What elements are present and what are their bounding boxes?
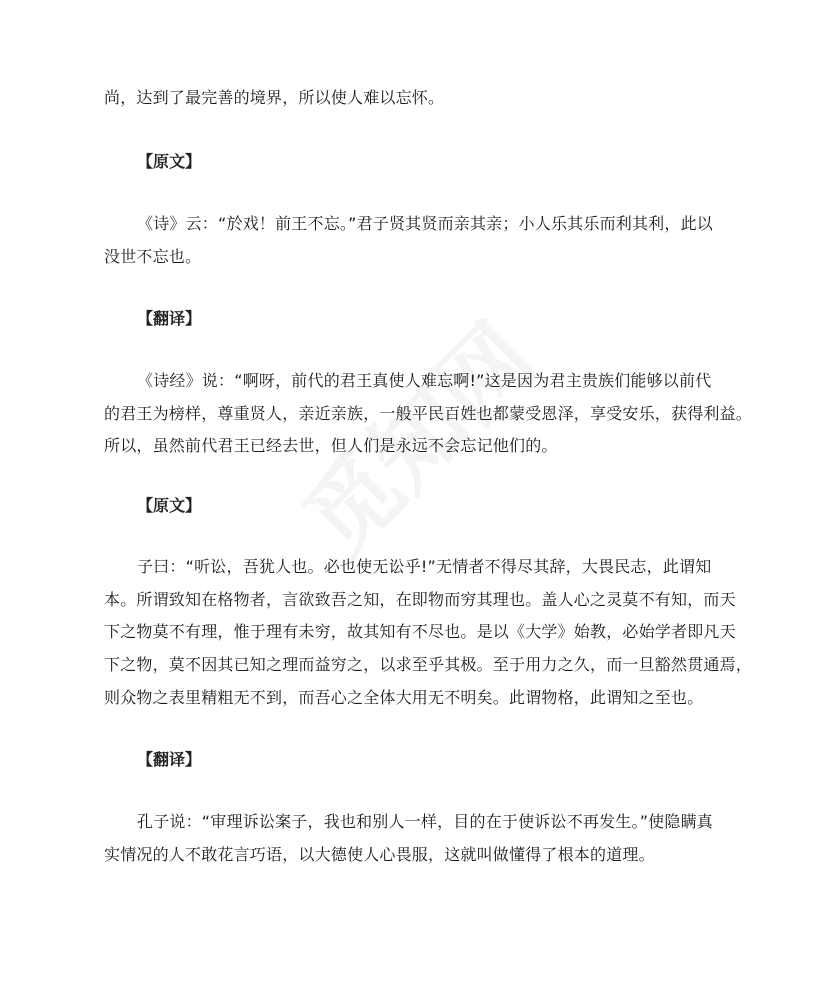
paragraph-line: 尚，达到了最完善的境界，所以使人难以忘怀。: [104, 88, 445, 107]
paragraph-line: 下之物莫不有理，惟于理有未穷，故其知有不尽也。是以《大学》始教，必始学者即凡天: [104, 622, 736, 641]
paragraph-line: 子曰：“听讼，吾犹人也。必也使无讼乎!”无情者不得尽其辞，大畏民志，此谓知: [137, 557, 712, 576]
paragraph-line: 所以，虽然前代君王已经去世，但人们是永远不会忘记他们的。: [104, 436, 558, 455]
paragraph-line: 没世不忘也。: [104, 247, 202, 266]
paragraph-line: 则众物之表里精粗无不到，而吾心之全体大用无不明矣。此谓物格，此谓知之至也。: [104, 688, 704, 707]
section-heading-translation: 【翻译】: [137, 309, 202, 328]
section-heading-original: 【原文】: [137, 152, 202, 171]
section-heading-original: 【原文】: [137, 496, 202, 515]
paragraph-line: 下之物，莫不因其已知之理而益穷之，以求至乎其极。至于用力之久，而一旦豁然贯通焉，: [104, 655, 753, 674]
paragraph-line: 《诗经》说：“啊呀，前代的君王真使人难忘啊!”这是因为君主贵族们能够以前代: [137, 371, 712, 390]
paragraph-line: 的君王为榜样，尊重贤人，亲近亲族，一般平民百姓也都蒙受恩泽，享受安乐，获得利益。: [104, 404, 753, 423]
paragraph-line: 《诗》云：“於戏！前王不忘。”君子贤其贤而亲其亲；小人乐其乐而利其利，此以: [137, 214, 713, 233]
section-heading-translation: 【翻译】: [137, 750, 202, 769]
paragraph-line: 实情况的人不敢花言巧语，以大德使人心畏服，这就叫做懂得了根本的道理。: [104, 845, 655, 864]
paragraph-line: 本。所谓致知在格物者，言欲致吾之知，在即物而穷其理也。盖人心之灵莫不有知，而天: [104, 590, 736, 609]
paragraph-line: 孔子说：“审理诉讼案子，我也和别人一样，目的在于使诉讼不再发生。”使隐瞒真: [137, 812, 713, 831]
